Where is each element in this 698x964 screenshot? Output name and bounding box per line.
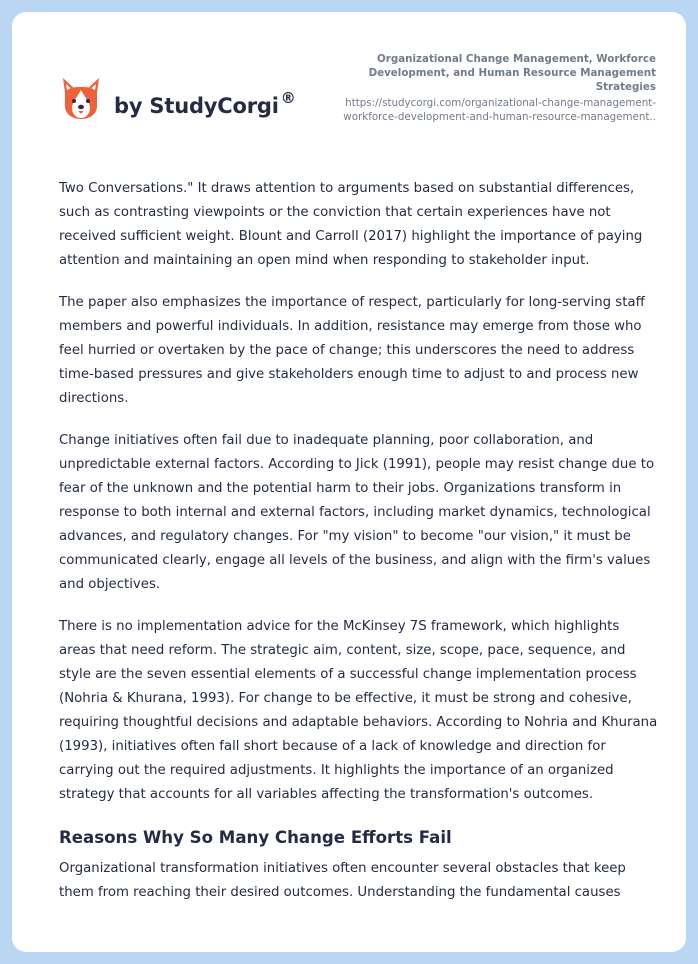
section-heading: Reasons Why So Many Change Efforts Fail: [59, 828, 452, 847]
paragraph: Change initiatives often fail due to inadequate planning, poor collaboration, and unpredictable external factors. According to Jick (1991), people may resist change due to fear of the unknown and the potential harm to their jobs. Organizations transform in response to both internal and external factors, including market dynamics, technological advances, and regulatory changes. For "my vision" to become "our vision," it must be communicated clearly, engage all levels of the business, and align with the firm's values and objectives.: [59, 433, 655, 592]
paragraph: The paper also emphasizes the importance of respect, particularly for long-serving staff members and powerful individuals. In addition, resistance may emerge from those who feel hurried or overtaken by the pace of change; this underscores the need to address time-based pressures and give stakeholders enough time to adjust to and process new directions.: [59, 295, 645, 406]
document-title: Organizational Change Management, Workforce Development, and Human Resource Management Strategies: [368, 53, 656, 93]
document-page: [12, 12, 686, 952]
registered-mark: ®: [280, 89, 296, 107]
corgi-logo-icon: [60, 76, 102, 122]
paragraph: Organizational transformation initiatives often encounter several obstacles that keep them from reaching their desired outcomes. Understanding the fundamental causes: [59, 861, 626, 900]
document-meta: [316, 52, 656, 124]
paragraph: There is no implementation advice for the McKinsey 7S framework, which highlights areas that need reform. The strategic aim, content, size, scope, pace, sequence, and style are the seven essential elements of a successful change implementation process (Nohria & Khurana, 1993). For change to be effective, it must be strong and cohesive, requiring thoughtful decisions and adaptable behaviors. According to Nohria and Khurana (1993), initiatives often fall short because of a lack of knowledge and direction for carrying out the required adjustments. It highlights the importance of an organized strategy that accounts for all variables affecting the transformation's outcomes.: [59, 619, 658, 802]
brand-name: [114, 89, 296, 118]
document-url[interactable]: https://studycorgi.com/organizational-change-management-workforce-development-and-human-resource-management..: [343, 97, 656, 123]
document-body: [59, 177, 659, 923]
brand-text: by StudyCorgi: [114, 94, 279, 118]
paragraph: Two Conversations." It draws attention to arguments based on substantial differences, such as contrasting viewpoints or the conviction that certain experiences have not received sufficient weight. Blount and Carroll (2017) highlight the importance of paying attention and maintaining an open mind when responding to stakeholder input.: [59, 181, 643, 268]
studycorgi-logo[interactable]: [60, 76, 296, 122]
